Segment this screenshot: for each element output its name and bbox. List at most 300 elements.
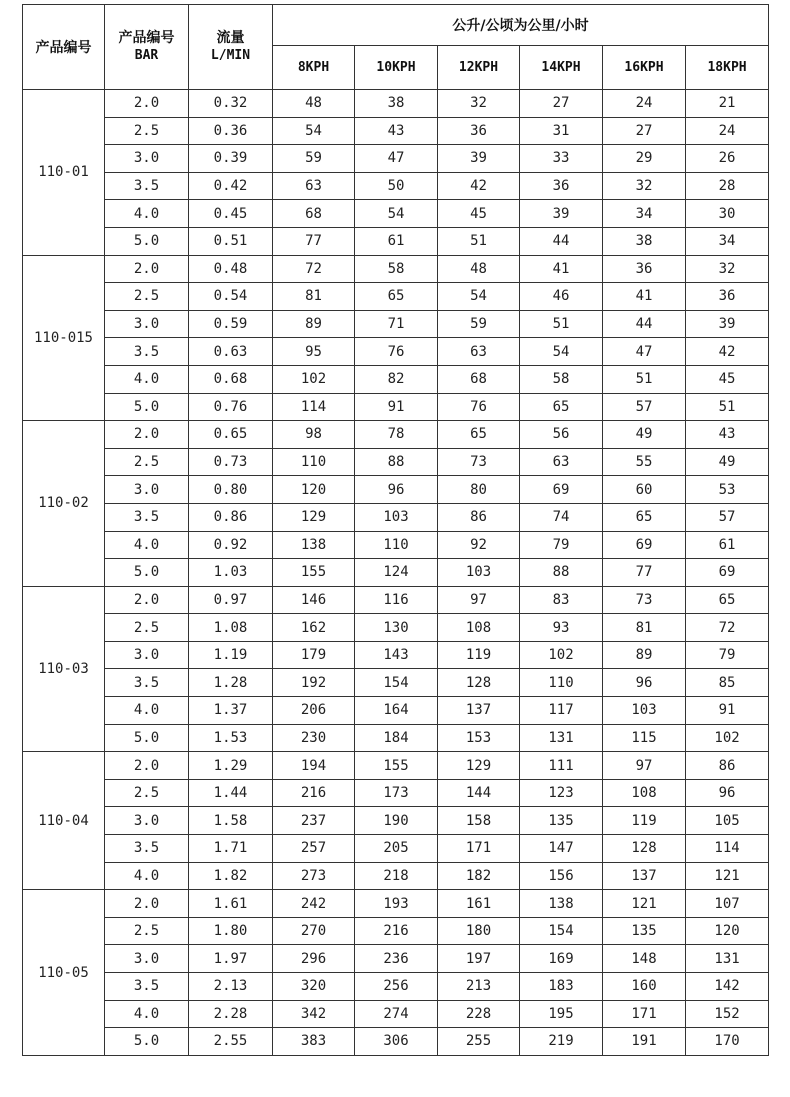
rate-cell: 28 bbox=[686, 172, 769, 200]
rate-cell: 119 bbox=[438, 641, 520, 669]
table-row bbox=[23, 283, 769, 311]
model-cell: 110-02 bbox=[23, 421, 105, 587]
rate-cell: 152 bbox=[686, 1000, 769, 1028]
speed-header-14kph: 14KPH bbox=[520, 46, 603, 90]
rate-cell: 194 bbox=[273, 752, 355, 780]
pressure-cell: 4.0 bbox=[105, 862, 189, 890]
rate-cell: 89 bbox=[603, 641, 686, 669]
rate-cell: 32 bbox=[438, 90, 520, 118]
rate-cell: 44 bbox=[520, 227, 603, 255]
rate-cell: 57 bbox=[686, 503, 769, 531]
rate-cell: 102 bbox=[273, 365, 355, 393]
table-row bbox=[23, 807, 769, 835]
flow-header-label: 流量 bbox=[216, 30, 245, 46]
rate-cell: 164 bbox=[355, 697, 438, 725]
pressure-cell: 4.0 bbox=[105, 697, 189, 725]
rate-cell: 65 bbox=[438, 421, 520, 449]
table-row bbox=[23, 172, 769, 200]
rate-cell: 43 bbox=[355, 117, 438, 145]
rate-cell: 54 bbox=[273, 117, 355, 145]
rate-cell: 36 bbox=[603, 255, 686, 283]
rate-cell: 60 bbox=[603, 476, 686, 504]
rate-cell: 115 bbox=[603, 724, 686, 752]
rate-cell: 81 bbox=[603, 614, 686, 642]
table-row bbox=[23, 117, 769, 145]
rate-cell: 43 bbox=[686, 421, 769, 449]
rate-cell: 39 bbox=[686, 310, 769, 338]
rate-cell: 161 bbox=[438, 890, 520, 918]
flow-cell: 1.82 bbox=[189, 862, 273, 890]
rate-cell: 48 bbox=[438, 255, 520, 283]
table-row bbox=[23, 724, 769, 752]
rate-cell: 138 bbox=[520, 890, 603, 918]
flow-cell: 0.36 bbox=[189, 117, 273, 145]
rate-cell: 54 bbox=[438, 283, 520, 311]
rate-cell: 110 bbox=[273, 448, 355, 476]
rate-cell: 78 bbox=[355, 421, 438, 449]
rate-cell: 51 bbox=[438, 227, 520, 255]
rate-cell: 42 bbox=[438, 172, 520, 200]
rate-cell: 173 bbox=[355, 779, 438, 807]
rate-cell: 63 bbox=[520, 448, 603, 476]
flow-cell: 0.45 bbox=[189, 200, 273, 228]
rate-cell: 65 bbox=[355, 283, 438, 311]
rate-cell: 131 bbox=[686, 945, 769, 973]
rate-cell: 170 bbox=[686, 1028, 769, 1056]
rate-cell: 39 bbox=[520, 200, 603, 228]
pressure-cell: 3.5 bbox=[105, 172, 189, 200]
rate-cell: 190 bbox=[355, 807, 438, 835]
rate-cell: 77 bbox=[603, 559, 686, 587]
rate-cell: 130 bbox=[355, 614, 438, 642]
rate-cell: 192 bbox=[273, 669, 355, 697]
speed-header-18kph: 18KPH bbox=[686, 46, 769, 90]
flow-cell: 1.58 bbox=[189, 807, 273, 835]
rate-cell: 39 bbox=[438, 145, 520, 173]
table-row bbox=[23, 1028, 769, 1056]
rate-cell: 153 bbox=[438, 724, 520, 752]
rate-cell: 191 bbox=[603, 1028, 686, 1056]
rate-cell: 50 bbox=[355, 172, 438, 200]
rate-cell: 47 bbox=[603, 338, 686, 366]
rate-cell: 72 bbox=[273, 255, 355, 283]
table-row bbox=[23, 476, 769, 504]
rate-cell: 117 bbox=[520, 697, 603, 725]
rate-cell: 77 bbox=[273, 227, 355, 255]
rate-cell: 103 bbox=[355, 503, 438, 531]
table-header bbox=[23, 5, 769, 90]
rate-cell: 242 bbox=[273, 890, 355, 918]
pressure-header bbox=[105, 5, 189, 90]
rate-cell: 306 bbox=[355, 1028, 438, 1056]
rate-cell: 44 bbox=[603, 310, 686, 338]
table-row bbox=[23, 448, 769, 476]
rate-cell: 213 bbox=[438, 973, 520, 1001]
table-row bbox=[23, 697, 769, 725]
rate-cell: 155 bbox=[355, 752, 438, 780]
rate-cell: 111 bbox=[520, 752, 603, 780]
flow-cell: 0.54 bbox=[189, 283, 273, 311]
rate-cell: 88 bbox=[355, 448, 438, 476]
rate-cell: 296 bbox=[273, 945, 355, 973]
rate-cell: 65 bbox=[603, 503, 686, 531]
rate-cell: 59 bbox=[273, 145, 355, 173]
rate-cell: 34 bbox=[603, 200, 686, 228]
table-row bbox=[23, 365, 769, 393]
rate-cell: 85 bbox=[686, 669, 769, 697]
flow-cell: 1.08 bbox=[189, 614, 273, 642]
pressure-cell: 4.0 bbox=[105, 531, 189, 559]
pressure-cell: 3.5 bbox=[105, 973, 189, 1001]
rate-cell: 383 bbox=[273, 1028, 355, 1056]
rate-cell: 154 bbox=[520, 917, 603, 945]
pressure-cell: 3.0 bbox=[105, 641, 189, 669]
rate-cell: 197 bbox=[438, 945, 520, 973]
rate-cell: 270 bbox=[273, 917, 355, 945]
rate-cell: 135 bbox=[603, 917, 686, 945]
rate-cell: 148 bbox=[603, 945, 686, 973]
rate-cell: 32 bbox=[686, 255, 769, 283]
pressure-cell: 2.5 bbox=[105, 614, 189, 642]
rate-cell: 24 bbox=[686, 117, 769, 145]
flow-cell: 0.80 bbox=[189, 476, 273, 504]
model-cell: 110-015 bbox=[23, 255, 105, 421]
rate-cell: 121 bbox=[686, 862, 769, 890]
pressure-cell: 5.0 bbox=[105, 724, 189, 752]
table-row bbox=[23, 559, 769, 587]
rate-cell: 51 bbox=[603, 365, 686, 393]
rate-cell: 180 bbox=[438, 917, 520, 945]
flow-header-unit: L/MIN bbox=[210, 48, 251, 63]
rate-cell: 83 bbox=[520, 586, 603, 614]
rate-cell: 72 bbox=[686, 614, 769, 642]
rate-cell: 71 bbox=[355, 310, 438, 338]
table-row bbox=[23, 145, 769, 173]
rate-cell: 96 bbox=[355, 476, 438, 504]
rate-cell: 128 bbox=[438, 669, 520, 697]
flow-cell: 0.59 bbox=[189, 310, 273, 338]
rate-cell: 162 bbox=[273, 614, 355, 642]
table-row bbox=[23, 973, 769, 1001]
pressure-cell: 5.0 bbox=[105, 559, 189, 587]
rate-cell: 30 bbox=[686, 200, 769, 228]
rate-cell: 98 bbox=[273, 421, 355, 449]
rate-cell: 41 bbox=[603, 283, 686, 311]
pressure-cell: 3.0 bbox=[105, 145, 189, 173]
rate-cell: 183 bbox=[520, 973, 603, 1001]
rate-cell: 21 bbox=[686, 90, 769, 118]
rate-cell: 45 bbox=[438, 200, 520, 228]
table-row bbox=[23, 862, 769, 890]
table-body bbox=[23, 90, 769, 1056]
rate-cell: 38 bbox=[603, 227, 686, 255]
rate-cell: 142 bbox=[686, 973, 769, 1001]
rate-cell: 63 bbox=[273, 172, 355, 200]
rate-cell: 34 bbox=[686, 227, 769, 255]
pressure-cell: 5.0 bbox=[105, 227, 189, 255]
rate-cell: 74 bbox=[520, 503, 603, 531]
table-row bbox=[23, 890, 769, 918]
pressure-cell: 2.0 bbox=[105, 890, 189, 918]
pressure-header-label: 产品编号 bbox=[118, 30, 175, 46]
flow-cell: 1.97 bbox=[189, 945, 273, 973]
pressure-cell: 5.0 bbox=[105, 393, 189, 421]
rate-cell: 236 bbox=[355, 945, 438, 973]
table-row bbox=[23, 1000, 769, 1028]
rate-cell: 88 bbox=[520, 559, 603, 587]
flow-cell: 0.65 bbox=[189, 421, 273, 449]
flow-cell: 0.51 bbox=[189, 227, 273, 255]
rate-cell: 171 bbox=[603, 1000, 686, 1028]
speed-header-10kph: 10KPH bbox=[355, 46, 438, 90]
table-row bbox=[23, 945, 769, 973]
rate-cell: 123 bbox=[520, 779, 603, 807]
pressure-cell: 3.0 bbox=[105, 945, 189, 973]
rate-cell: 58 bbox=[520, 365, 603, 393]
rate-cell: 79 bbox=[686, 641, 769, 669]
flow-cell: 2.28 bbox=[189, 1000, 273, 1028]
rate-cell: 320 bbox=[273, 973, 355, 1001]
rate-cell: 68 bbox=[273, 200, 355, 228]
flow-cell: 1.80 bbox=[189, 917, 273, 945]
flow-cell: 0.32 bbox=[189, 90, 273, 118]
flow-cell: 1.61 bbox=[189, 890, 273, 918]
rate-cell: 110 bbox=[520, 669, 603, 697]
rate-cell: 102 bbox=[686, 724, 769, 752]
rate-cell: 36 bbox=[438, 117, 520, 145]
table-row bbox=[23, 255, 769, 283]
table-row bbox=[23, 503, 769, 531]
flow-cell: 1.44 bbox=[189, 779, 273, 807]
rate-cell: 63 bbox=[438, 338, 520, 366]
rate-cell: 73 bbox=[438, 448, 520, 476]
rate-cell: 48 bbox=[273, 90, 355, 118]
flow-cell: 0.48 bbox=[189, 255, 273, 283]
rate-cell: 273 bbox=[273, 862, 355, 890]
flow-cell: 1.71 bbox=[189, 835, 273, 863]
pressure-cell: 2.5 bbox=[105, 448, 189, 476]
rate-cell: 56 bbox=[520, 421, 603, 449]
rate-cell: 59 bbox=[438, 310, 520, 338]
rate-cell: 96 bbox=[603, 669, 686, 697]
rate-cell: 80 bbox=[438, 476, 520, 504]
speed-header-16kph: 16KPH bbox=[603, 46, 686, 90]
pressure-cell: 2.0 bbox=[105, 255, 189, 283]
table-row bbox=[23, 531, 769, 559]
table-row bbox=[23, 641, 769, 669]
rate-cell: 31 bbox=[520, 117, 603, 145]
pressure-cell: 4.0 bbox=[105, 1000, 189, 1028]
flow-cell: 1.29 bbox=[189, 752, 273, 780]
table-row bbox=[23, 917, 769, 945]
pressure-cell: 3.5 bbox=[105, 669, 189, 697]
rate-cell: 274 bbox=[355, 1000, 438, 1028]
rate-cell: 79 bbox=[520, 531, 603, 559]
rate-cell: 81 bbox=[273, 283, 355, 311]
rate-cell: 49 bbox=[603, 421, 686, 449]
rate-cell: 114 bbox=[273, 393, 355, 421]
rate-cell: 107 bbox=[686, 890, 769, 918]
rate-cell: 51 bbox=[686, 393, 769, 421]
rate-cell: 216 bbox=[273, 779, 355, 807]
rate-cell: 144 bbox=[438, 779, 520, 807]
pressure-header-unit: BAR bbox=[134, 48, 159, 63]
flow-cell: 1.37 bbox=[189, 697, 273, 725]
rate-cell: 33 bbox=[520, 145, 603, 173]
rate-cell: 169 bbox=[520, 945, 603, 973]
pressure-cell: 3.0 bbox=[105, 310, 189, 338]
rate-cell: 76 bbox=[438, 393, 520, 421]
flow-header bbox=[189, 5, 273, 90]
rate-cell: 138 bbox=[273, 531, 355, 559]
pressure-cell: 3.5 bbox=[105, 835, 189, 863]
rate-cell: 108 bbox=[603, 779, 686, 807]
table-row bbox=[23, 421, 769, 449]
pressure-cell: 5.0 bbox=[105, 1028, 189, 1056]
flow-cell: 2.13 bbox=[189, 973, 273, 1001]
rate-cell: 184 bbox=[355, 724, 438, 752]
table-row bbox=[23, 393, 769, 421]
rate-cell: 137 bbox=[438, 697, 520, 725]
rate-cell: 129 bbox=[438, 752, 520, 780]
table-row bbox=[23, 90, 769, 118]
rate-cell: 41 bbox=[520, 255, 603, 283]
rate-cell: 143 bbox=[355, 641, 438, 669]
flow-cell: 0.76 bbox=[189, 393, 273, 421]
rate-cell: 205 bbox=[355, 835, 438, 863]
nozzle-spec-table bbox=[22, 4, 769, 1056]
flow-cell: 0.97 bbox=[189, 586, 273, 614]
pressure-cell: 3.5 bbox=[105, 503, 189, 531]
pressure-cell: 4.0 bbox=[105, 365, 189, 393]
rate-cell: 65 bbox=[520, 393, 603, 421]
rate-cell: 155 bbox=[273, 559, 355, 587]
table-row bbox=[23, 614, 769, 642]
rate-cell: 91 bbox=[686, 697, 769, 725]
rate-cell: 135 bbox=[520, 807, 603, 835]
rate-cell: 110 bbox=[355, 531, 438, 559]
rate-cell: 58 bbox=[355, 255, 438, 283]
rate-cell: 121 bbox=[603, 890, 686, 918]
flow-cell: 0.73 bbox=[189, 448, 273, 476]
rate-cell: 27 bbox=[520, 90, 603, 118]
rate-cell: 36 bbox=[686, 283, 769, 311]
pressure-cell: 2.5 bbox=[105, 779, 189, 807]
rate-cell: 156 bbox=[520, 862, 603, 890]
rate-cell: 51 bbox=[520, 310, 603, 338]
rate-cell: 146 bbox=[273, 586, 355, 614]
rate-cell: 228 bbox=[438, 1000, 520, 1028]
rate-cell: 108 bbox=[438, 614, 520, 642]
rate-cell: 47 bbox=[355, 145, 438, 173]
flow-cell: 2.55 bbox=[189, 1028, 273, 1056]
rate-cell: 131 bbox=[520, 724, 603, 752]
model-cell: 110-03 bbox=[23, 586, 105, 752]
rate-cell: 219 bbox=[520, 1028, 603, 1056]
rate-cell: 92 bbox=[438, 531, 520, 559]
rate-cell: 55 bbox=[603, 448, 686, 476]
flow-cell: 1.28 bbox=[189, 669, 273, 697]
rate-cell: 32 bbox=[603, 172, 686, 200]
table-row bbox=[23, 779, 769, 807]
rate-cell: 27 bbox=[603, 117, 686, 145]
rate-cell: 97 bbox=[438, 586, 520, 614]
pressure-cell: 4.0 bbox=[105, 200, 189, 228]
rate-cell: 69 bbox=[603, 531, 686, 559]
rate-cell: 119 bbox=[603, 807, 686, 835]
rate-cell: 116 bbox=[355, 586, 438, 614]
rate-cell: 179 bbox=[273, 641, 355, 669]
rate-cell: 45 bbox=[686, 365, 769, 393]
rate-cell: 103 bbox=[603, 697, 686, 725]
rate-cell: 89 bbox=[273, 310, 355, 338]
pressure-cell: 2.0 bbox=[105, 90, 189, 118]
model-cell: 110-05 bbox=[23, 890, 105, 1056]
flow-cell: 1.19 bbox=[189, 641, 273, 669]
rate-cell: 193 bbox=[355, 890, 438, 918]
rate-cell: 38 bbox=[355, 90, 438, 118]
rate-cell: 171 bbox=[438, 835, 520, 863]
flow-cell: 1.03 bbox=[189, 559, 273, 587]
rate-cell: 65 bbox=[686, 586, 769, 614]
rate-cell: 61 bbox=[355, 227, 438, 255]
pressure-cell: 2.0 bbox=[105, 421, 189, 449]
rate-group-header: 公升/公顷为公里/小时 bbox=[273, 5, 769, 46]
rate-cell: 154 bbox=[355, 669, 438, 697]
pressure-cell: 3.5 bbox=[105, 338, 189, 366]
table-row bbox=[23, 310, 769, 338]
rate-cell: 57 bbox=[603, 393, 686, 421]
rate-cell: 24 bbox=[603, 90, 686, 118]
rate-cell: 61 bbox=[686, 531, 769, 559]
flow-cell: 0.68 bbox=[189, 365, 273, 393]
flow-cell: 1.53 bbox=[189, 724, 273, 752]
rate-cell: 120 bbox=[686, 917, 769, 945]
rate-cell: 69 bbox=[520, 476, 603, 504]
rate-cell: 137 bbox=[603, 862, 686, 890]
rate-cell: 68 bbox=[438, 365, 520, 393]
rate-cell: 26 bbox=[686, 145, 769, 173]
pressure-cell: 2.5 bbox=[105, 917, 189, 945]
flow-cell: 0.63 bbox=[189, 338, 273, 366]
rate-cell: 114 bbox=[686, 835, 769, 863]
rate-cell: 29 bbox=[603, 145, 686, 173]
rate-cell: 237 bbox=[273, 807, 355, 835]
pressure-cell: 3.0 bbox=[105, 807, 189, 835]
rate-cell: 82 bbox=[355, 365, 438, 393]
rate-cell: 96 bbox=[686, 779, 769, 807]
flow-cell: 0.86 bbox=[189, 503, 273, 531]
speed-header-8kph: 8KPH bbox=[273, 46, 355, 90]
rate-cell: 93 bbox=[520, 614, 603, 642]
table-row bbox=[23, 835, 769, 863]
rate-cell: 46 bbox=[520, 283, 603, 311]
flow-cell: 0.42 bbox=[189, 172, 273, 200]
rate-cell: 105 bbox=[686, 807, 769, 835]
rate-cell: 69 bbox=[686, 559, 769, 587]
rate-cell: 218 bbox=[355, 862, 438, 890]
table-row bbox=[23, 227, 769, 255]
rate-cell: 158 bbox=[438, 807, 520, 835]
rate-cell: 49 bbox=[686, 448, 769, 476]
rate-cell: 230 bbox=[273, 724, 355, 752]
rate-cell: 86 bbox=[686, 752, 769, 780]
rate-cell: 147 bbox=[520, 835, 603, 863]
rate-cell: 120 bbox=[273, 476, 355, 504]
rate-cell: 255 bbox=[438, 1028, 520, 1056]
pressure-cell: 2.0 bbox=[105, 752, 189, 780]
rate-cell: 73 bbox=[603, 586, 686, 614]
